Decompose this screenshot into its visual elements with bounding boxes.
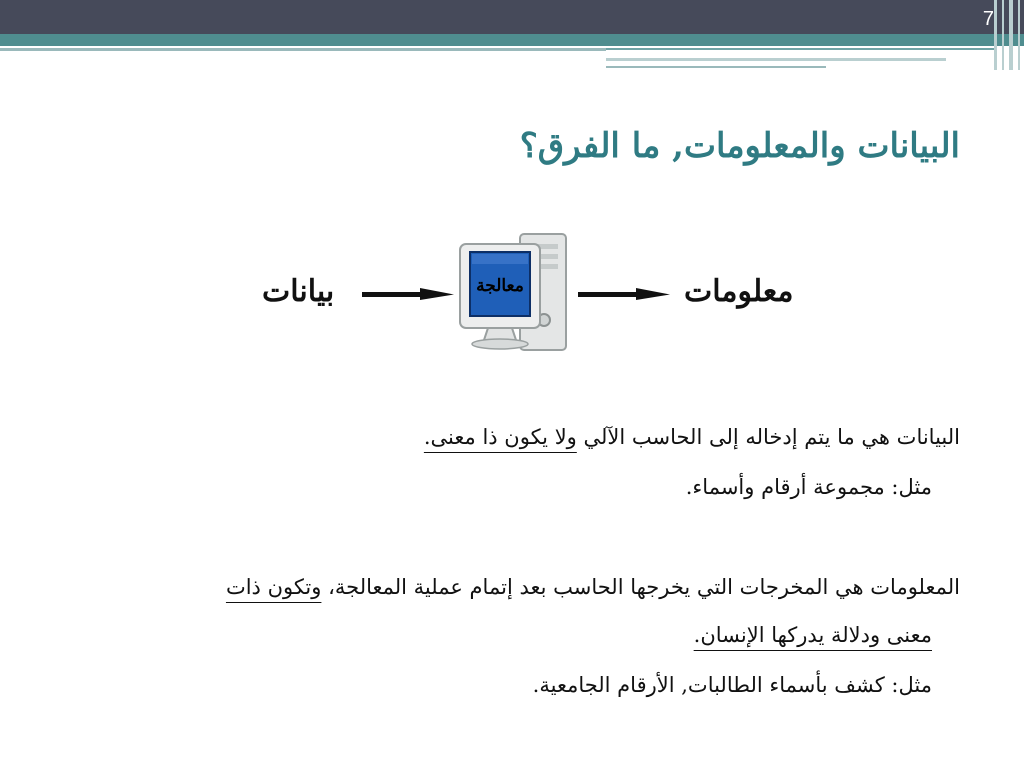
information-definition-text: المعلومات هي المخرجات التي يخرجها الحاسب بعد إتمام عملية المعالجة، (321, 575, 960, 599)
header-dark-band (0, 0, 1024, 34)
header-vertical-bars (990, 0, 1024, 70)
data-definition-text: البيانات هي ما يتم إدخاله إلى الحاسب الآلي (576, 425, 960, 449)
header-teal-band (0, 34, 1024, 46)
data-example: مثل: مجموعة أرقام وأسماء. (685, 475, 932, 499)
diagram-process-label: معالجة (476, 276, 524, 296)
diagram-input-label: بيانات (262, 274, 335, 309)
slide-title: البيانات والمعلومات, ما الفرق؟ (519, 126, 960, 166)
information-definition-continued (694, 614, 932, 656)
header-accent-lines (606, 46, 1024, 70)
information-definition-emphasis-2: معنى ودلالة يدركها الإنسان. (693, 623, 932, 647)
arrow-icon (362, 288, 454, 300)
arrow-icon (578, 288, 670, 300)
data-definition (424, 416, 960, 458)
data-definition-emphasis: ولا يكون ذا معنى. (423, 425, 577, 449)
information-definition-emphasis: وتكون ذات (225, 575, 322, 599)
diagram-output-label: معلومات (684, 274, 794, 309)
data-to-information-diagram (250, 228, 810, 358)
slide-number: 7 (982, 8, 994, 30)
information-example: مثل: كشف بأسماء الطالبات, الأرقام الجامعية. (532, 673, 932, 697)
information-definition (226, 566, 960, 608)
